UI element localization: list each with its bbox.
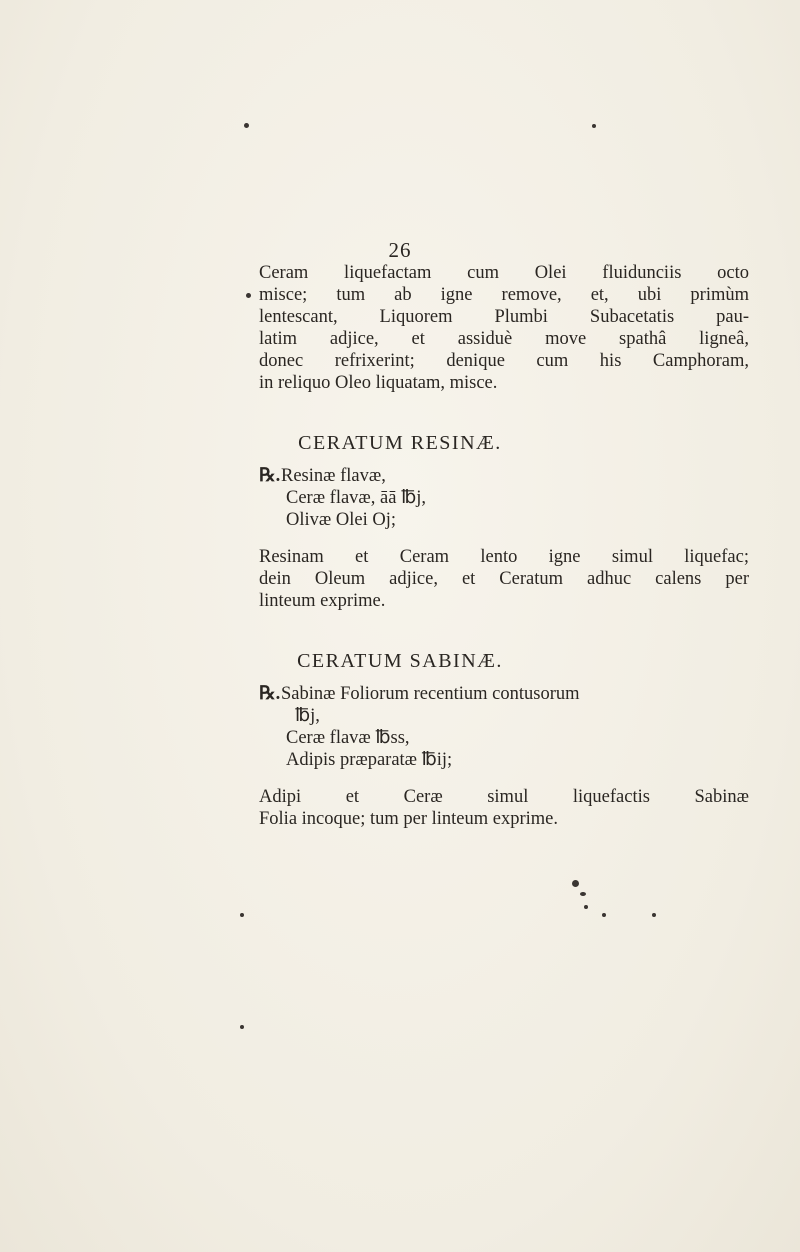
text-line: Ceram liquefactam cum Olei fluidunciis octo	[259, 263, 749, 283]
section-heading-sabinae: CERATUM SABINÆ.	[297, 650, 503, 672]
text-line: Folia incoque; tum per linteum exprime.	[259, 809, 559, 829]
recipe-sabinae	[259, 683, 580, 771]
text-line: misce; tum ab igne remove, et, ubi primùm	[259, 285, 749, 305]
ingredient-line: Ceræ flavæ, āā ℔j,	[286, 488, 426, 508]
text-line: in reliquo Oleo liquatam, misce.	[259, 373, 498, 393]
text-line: latim adjice, et assiduè move spathâ ligneâ,	[259, 329, 749, 349]
rx-symbol: ℞.	[259, 684, 281, 704]
ingredient-line: Sabinæ Foliorum recentium contusorum	[281, 684, 580, 704]
paper-speck	[244, 123, 249, 128]
text-line: lentescant, Liquorem Plumbi Subacetatis pau-	[259, 307, 749, 327]
text-line: donec refrixerint; denique cum his Camphoram,	[259, 351, 749, 371]
instructions-sabinae	[259, 786, 749, 830]
text-line: dein Oleum adjice, et Ceratum adhuc calens per	[259, 569, 749, 589]
ingredient-line: Ceræ flavæ ℔ss,	[286, 728, 410, 748]
paper-speck	[240, 913, 244, 917]
instructions-resinae	[259, 546, 749, 612]
paper-speck	[580, 892, 586, 896]
paper-speck	[572, 880, 579, 887]
section-heading-resinae: CERATUM RESINÆ.	[298, 432, 502, 454]
recipe-resinae	[259, 465, 426, 531]
ingredient-line: Resinæ flavæ,	[281, 466, 386, 486]
ingredient-line: ℔j,	[295, 706, 320, 726]
rx-symbol: ℞.	[259, 466, 281, 486]
text-line: Adipi et Ceræ simul liquefactis Sabinæ	[259, 787, 749, 807]
ingredient-line: Adipis præparatæ ℔ij;	[286, 750, 453, 770]
page-number: 26	[388, 238, 412, 262]
paper-speck	[592, 124, 596, 128]
paper-speck	[602, 913, 606, 917]
paper-speck	[240, 1025, 244, 1029]
text-line: Resinam et Ceram lento igne simul liquefac;	[259, 547, 749, 567]
paper-speck	[246, 293, 251, 298]
text-line: linteum exprime.	[259, 591, 386, 611]
paper-speck	[584, 905, 588, 909]
intro-paragraph	[259, 262, 749, 394]
paper-speck	[652, 913, 656, 917]
ingredient-line: Olivæ Olei Oj;	[286, 510, 396, 530]
